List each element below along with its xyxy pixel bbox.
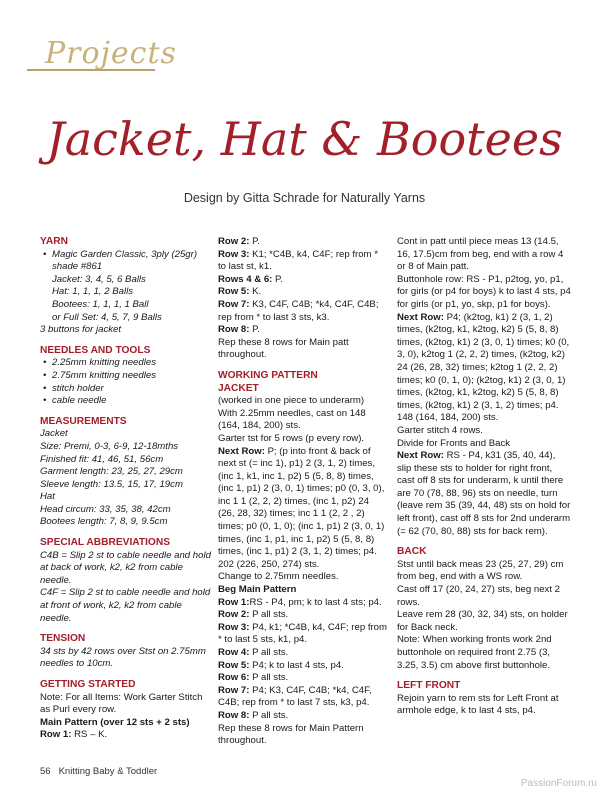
body-text: Divide for Fronts and Back	[397, 437, 511, 449]
heading-back: BACK	[397, 546, 427, 558]
row-label: Row 5:	[218, 286, 250, 298]
row-label: Row 1:	[40, 729, 72, 741]
row-instruction	[218, 622, 388, 647]
row-label: Row 4:	[218, 647, 250, 658]
list-item: Finished fit: 41, 46, 51, 56cm	[40, 453, 164, 465]
page-number: 56	[40, 766, 51, 777]
abbreviation-c4b: C4B = Slip 2 st to cable needle and hold at back of work, k2, k2 from cable needle.	[40, 549, 211, 586]
heading-working-pattern: WORKING PATTERN	[218, 369, 318, 381]
column-1	[40, 236, 212, 742]
row-instruction	[218, 710, 388, 723]
list-item: Jacket: 3, 4, 5, 6 Balls	[52, 273, 146, 285]
body-text: Cast off 17 (20, 24, 27) sts, beg next 2 rows.	[397, 584, 561, 608]
row-instruction	[218, 647, 388, 660]
repeat-note: Rep these 8 rows for Main patt throughout.	[218, 336, 349, 361]
body-text: Garter tst for 5 rows (p every row).	[218, 432, 365, 444]
row-text: P.	[249, 236, 260, 247]
list-item: Jacket	[40, 428, 68, 440]
row-instruction	[218, 236, 388, 249]
row-label: Rows 4 & 6:	[218, 273, 273, 285]
row-text: P; (p into front & back of next st (= inc 1), p1) 2 (3, 1, 2) times, (inc 1, k1, inc 1, p2) 5 (5, 8, 8) times, (inc 1, p1) 2 (3, 0, 1) times; p0 (0, 3, 0), inc 1 1 (2, 2, 2) times, (inc 1, p2) 24 (26, 28, 32) times; inc 1 1 (2, 2 , 2) times; p0 (0, 1, 0); (inc 1, p1) 2 (3, 0, 1) times, (inc 1, p1, inc 1, p2) 5 (5, 8, 8) times, (inc 1, p1) 2 (3, 1, 2) times; p4. 202 (226, 250, 274) sts.	[218, 445, 385, 570]
heading-yarn: YARN	[40, 236, 68, 247]
row-text: P all sts.	[249, 647, 289, 658]
list-item: • 2.75mm knitting needles	[52, 370, 212, 383]
body-text: Cont in patt until piece meas 13 (14.5, 16, 17.5)cm from beg, end with a row 4 or 8 of Main patt.	[397, 236, 564, 273]
row-text: P.	[249, 324, 260, 336]
row-label: Row 1:	[218, 596, 250, 608]
row-instruction	[218, 299, 388, 324]
needles-list	[40, 357, 212, 407]
row-label: Row 8:	[218, 324, 250, 336]
list-item: • 2.25mm knitting needles	[52, 357, 212, 370]
row-instruction	[218, 685, 388, 710]
row-text: K1; *C4B, k4, C4F; rep from * to last st, k1.	[218, 248, 378, 273]
list-item: or Full Set: 4, 5, 7, 9 Balls	[52, 311, 162, 323]
heading-jacket: JACKET	[218, 382, 259, 394]
list-item: • stitch holder	[52, 383, 212, 396]
row-text: K3, C4F, C4B; *k4, C4F, C4B; rep from * to last 3 sts, k3.	[218, 298, 379, 323]
list-item: • cable needle	[52, 395, 212, 408]
body-text: Leave rem 28 (30, 32, 34) sts, on holder for Back neck.	[397, 609, 568, 633]
row-text: P.	[272, 273, 283, 285]
row-label: Row 3:	[218, 248, 250, 260]
row-instruction	[218, 249, 388, 274]
row-text: P all sts.	[249, 709, 289, 721]
row-instruction	[397, 450, 572, 538]
heading-tension: TENSION	[40, 633, 86, 645]
subheading-main-pattern: Beg Main Pattern	[218, 584, 297, 596]
section-header	[27, 36, 177, 76]
row-instruction	[218, 597, 388, 610]
row-text: K.	[249, 286, 262, 298]
page-footer	[40, 766, 157, 777]
abbreviation-c4f: C4F = Slip 2 st to cable needle and hold at front of work, k2, k2 from cable needle.	[40, 587, 211, 624]
row-instruction	[218, 274, 388, 287]
list-item: Size: Premi, 0-3, 6-9, 12-18mths	[40, 440, 179, 452]
list-item: Garment length: 23, 25, 27, 29cm	[40, 466, 183, 478]
heading-abbreviations: SPECIAL ABBREVIATIONS	[40, 537, 170, 549]
heading-needles: NEEDLES AND TOOLS	[40, 344, 151, 356]
list-item: Sleeve length: 13.5, 15, 17, 19cm	[40, 478, 183, 490]
body-text: (worked in one piece to underarm)	[218, 395, 365, 407]
body-text: With 2.25mm needles, cast on 148 (164, 184, 200) sts.	[218, 407, 366, 432]
repeat-note: Rep these 8 rows for Main Pattern throughout.	[218, 722, 364, 747]
column-3	[397, 236, 572, 718]
note-text: Note: For all Items: Work Garter Stitch as Purl every row.	[40, 691, 203, 716]
row-text: P4; (k2tog, k1) 2 (3, 1, 2) times, (k2tog, k1, k2tog, k2) 5 (5, 8, 8) times, (k2tog, k1) 2 (3, 0, 1) times; k0 (0, 3, 0), k2tog 1 (2, 2, 2) times, (k2tog, k2) 24 (26, 28, 32) times; k2tog 1 (2, 2, 2) times; k0 (0, 1, 0); (k2tog, k1) 2 (3, 0, 1) times, (k2tog, k1, k2tog, k2) 5 (5, 8, 8) times, (k2tog, k1) 2 (3, 1, 2) times; p4. 148 (164, 184, 200) sts.	[397, 311, 570, 424]
row-text: RS - P4, k31 (35, 40, 44), slip these sts to holder for right front, cast off 8 sts for underarm, k until there are 70 (78, 88, 96) sts on needle, turn (leave rem 35 (39, 44, 48) sts on hold for left front), cast off 8 sts for 2nd underarm (= 62 (70, 80, 88) sts for back rem).	[397, 450, 571, 537]
heading-getting-started: GETTING STARTED	[40, 679, 136, 690]
row-instruction	[218, 446, 388, 572]
body-text: Rejoin yarn to rem sts for Left Front at armhole edge, k to last 4 sts, p4.	[397, 692, 559, 717]
column-2	[218, 236, 388, 748]
row-label: Next Row:	[397, 450, 444, 462]
list-item: shade #861	[52, 261, 103, 273]
row-instruction	[397, 312, 572, 425]
watermark: PassionForum.ru	[520, 778, 597, 789]
heading-measurements: MEASUREMENTS	[40, 415, 127, 427]
list-item: Hat	[40, 491, 55, 503]
row-label: Row 2:	[218, 236, 250, 247]
row-label: Row 7:	[218, 684, 250, 696]
body-text: Garter stitch 4 rows.	[397, 424, 483, 436]
row-instruction	[218, 609, 388, 622]
section-label: Projects	[45, 36, 177, 71]
list-item: • Magic Garden Classic, 3ply (25gr)	[52, 249, 212, 262]
row-label: Row 6:	[218, 672, 250, 684]
list-item: Bootees length: 7, 8, 9, 9.5cm	[40, 516, 168, 528]
body-text: Stst until back meas 23 (25, 27, 29) cm from beg, end with a WS row.	[397, 558, 564, 583]
list-item: Head circum: 33, 35, 38, 42cm	[40, 503, 171, 515]
page-title: Jacket, Hat & Bootees	[46, 112, 563, 166]
yarn-list	[40, 249, 212, 262]
row-text: P4; K3, C4F, C4B; *k4, C4F, C4B; rep from * to last 7 sts, k3, p4.	[218, 684, 372, 709]
row-text: P4, k1; *C4B, k4, C4F; rep from * to last 5 sts, k1, p4.	[218, 621, 388, 646]
row-label: Row 7:	[218, 298, 250, 310]
list-item: Bootees: 1, 1, 1, 1 Ball	[52, 298, 149, 310]
tension-text: 34 sts by 42 rows over Stst on 2.75mm needles to 10cm.	[40, 645, 206, 670]
row-instruction	[218, 672, 388, 685]
row-instruction	[218, 660, 388, 673]
row-instruction	[218, 324, 388, 337]
row-label: Next Row:	[397, 311, 444, 323]
magazine-name: Knitting Baby & Toddler	[58, 766, 158, 777]
row-text: P all sts.	[249, 609, 289, 621]
list-item: 3 buttons for jacket	[40, 324, 122, 336]
row-label: Row 8:	[218, 709, 250, 721]
heading-left-front: LEFT FRONT	[397, 680, 461, 692]
row-label: Row 5:	[218, 659, 250, 671]
body-text: Change to 2.75mm needles.	[218, 571, 339, 583]
main-pattern-label: Main Pattern (over 12 sts + 2 sts)	[40, 716, 190, 728]
row-text: P4; k to last 4 sts, p4.	[249, 659, 344, 671]
row-instruction	[40, 729, 212, 742]
row-label: Row 2:	[218, 609, 250, 621]
row-label: Next Row:	[218, 445, 265, 457]
byline: Design by Gitta Schrade for Naturally Yarns	[183, 191, 426, 205]
row-instruction	[218, 286, 388, 299]
note-text: Note: When working fronts work 2nd buttonhole on required front 2.75 (3, 3.25, 3.5) cm above first buttonhole.	[397, 634, 552, 671]
row-text: RS - P4, pm; k to last 4 sts; p4.	[249, 596, 382, 608]
row-text: P all sts.	[249, 672, 289, 684]
row-text: RS – K.	[71, 729, 108, 741]
list-item: Hat: 1, 1, 1, 2 Balls	[52, 286, 134, 298]
buttonhole-row: Buttonhole row: RS - P1, p2tog, yo, p1, for girls (or p4 for boys) k to last 4 sts, p4 for girls (or p1, yo, skp, p1 for boys).	[397, 273, 571, 310]
row-label: Row 3:	[218, 621, 250, 633]
